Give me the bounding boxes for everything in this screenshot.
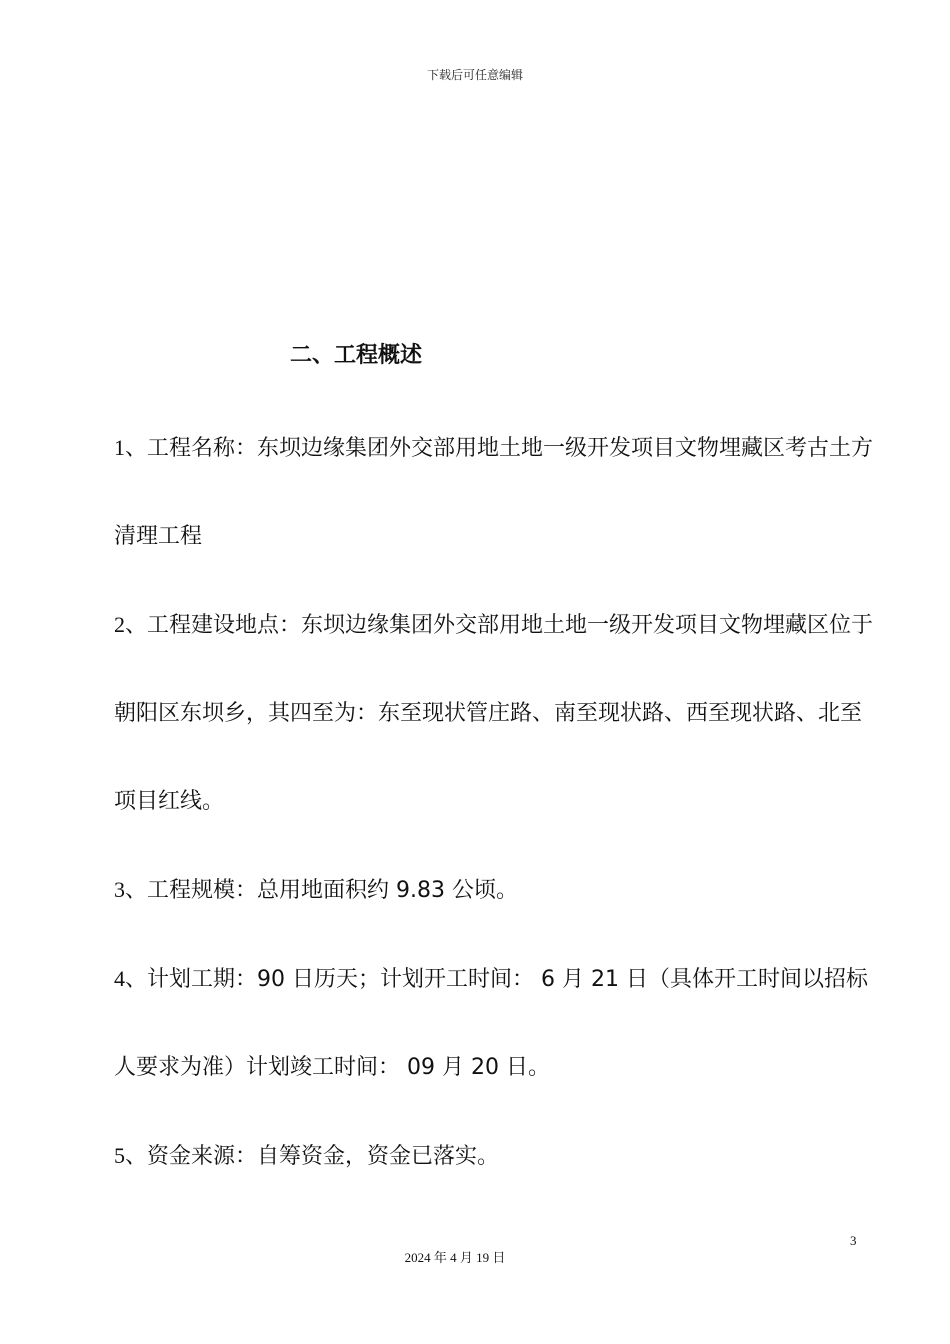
section-title: 二、工程概述 [290,343,423,368]
item-text: 、计划工期：90 日历天；计划开工时间： 6 月 21 日（具体开工时间以招标人要求为准）计划竣工时间： 09 月 20 日。 [114,967,868,1080]
item-text: 、工程规模：总用地面积约 9.83 公顷。 [125,878,518,903]
item-text: 、工程建设地点：东坝边缘集团外交部用地土地一级开发项目文物埋藏区位于朝阳区东坝乡，其四至为：东至现状管庄路、南至现状路、西至现状路、北至项目红线。 [114,613,874,814]
item-number: 2 [114,612,125,637]
item-number: 1 [114,435,125,460]
list-item [114,846,874,935]
header-note: 下载后可任意编辑 [426,68,523,82]
item-text: 、工程名称：东坝边缘集团外交部用地土地一级开发项目文物埋藏区考古土方清理工程 [114,436,874,549]
item-number: 3 [114,877,125,902]
item-text: 、资金来源：自筹资金，资金已落实。 [125,1144,500,1169]
list-item [114,935,874,1112]
list-item [114,581,874,846]
footer-date: 2024 年 4 月 19 日 [404,1250,506,1265]
list-item [114,1112,874,1201]
document-body [114,404,874,1201]
list-item [114,404,874,581]
page-number: 3 [850,1233,857,1248]
item-number: 4 [114,966,125,991]
item-number: 5 [114,1143,125,1168]
